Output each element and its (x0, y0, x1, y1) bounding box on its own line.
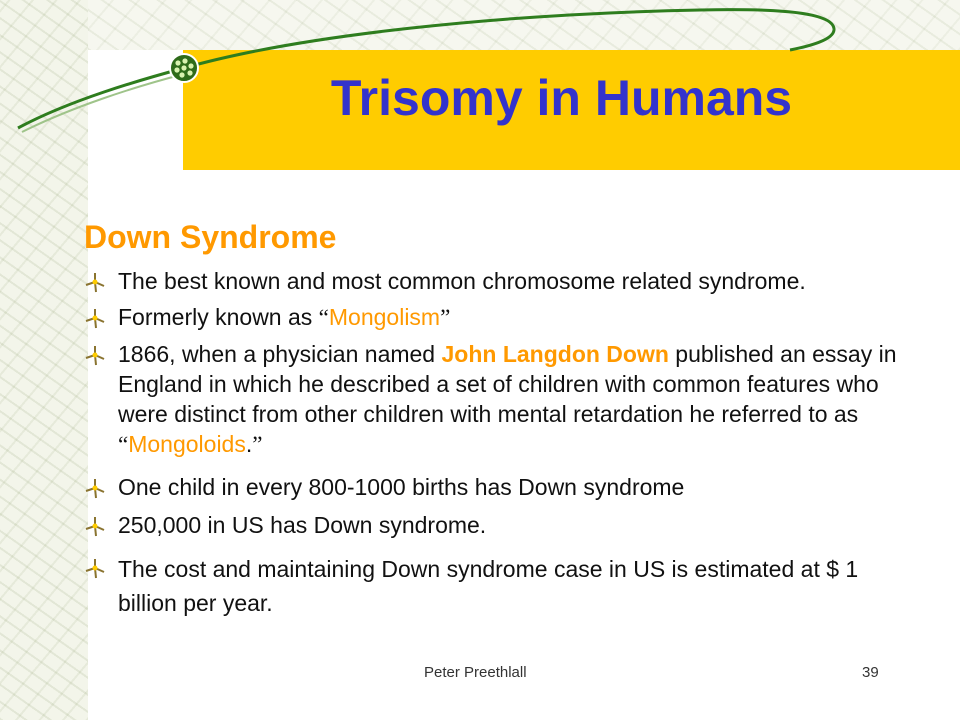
jack-bullet-icon (84, 307, 106, 329)
bullet-item (82, 552, 912, 620)
bullet-item (82, 339, 912, 460)
bullet-text: One child in every 800-1000 births has Down syndrome (118, 474, 685, 500)
bullet-text: . (245, 431, 253, 457)
open-quote: “ (118, 432, 129, 457)
physician-name: John Langdon Down (441, 341, 669, 367)
slide-title: Trisomy in Humans (330, 70, 793, 126)
mongolism-term: Mongolism (328, 304, 441, 330)
page-number: 39 (862, 664, 879, 681)
bullet-text: The best known and most common chromosome related syndrome. (118, 268, 806, 294)
bullet-item (82, 302, 912, 333)
close-quote: ” (440, 305, 451, 330)
bullet-list (82, 266, 912, 620)
close-quote: ” (252, 432, 263, 457)
jack-bullet-icon (84, 271, 106, 293)
swoosh-highlight (22, 74, 184, 132)
bullet-text: The cost and maintaining Down syndrome case in US is estimated at $ 1 billion per year. (118, 556, 859, 616)
bullet-text: Formerly known as (118, 304, 319, 330)
mongoloids-term: Mongoloids (128, 431, 246, 457)
bullet-text: 250,000 in US has Down syndrome. (118, 512, 487, 538)
jack-bullet-icon (84, 477, 106, 499)
slide-subtitle: Down Syndrome (84, 219, 337, 255)
bullet-item (82, 472, 912, 502)
bullet-item (82, 266, 912, 296)
bullet-text: published an essay in England in which he described a set of children with common features who were distinct from other children with mental retardation he referred to as (118, 341, 897, 427)
footer-author: Peter Preethlall (424, 664, 527, 681)
bullet-item (82, 510, 912, 540)
jack-bullet-icon (84, 344, 106, 366)
bullet-text: 1866, when a physician named (118, 341, 442, 367)
jack-bullet-icon (84, 557, 106, 579)
jack-bullet-icon (84, 515, 106, 537)
open-quote: “ (318, 305, 329, 330)
